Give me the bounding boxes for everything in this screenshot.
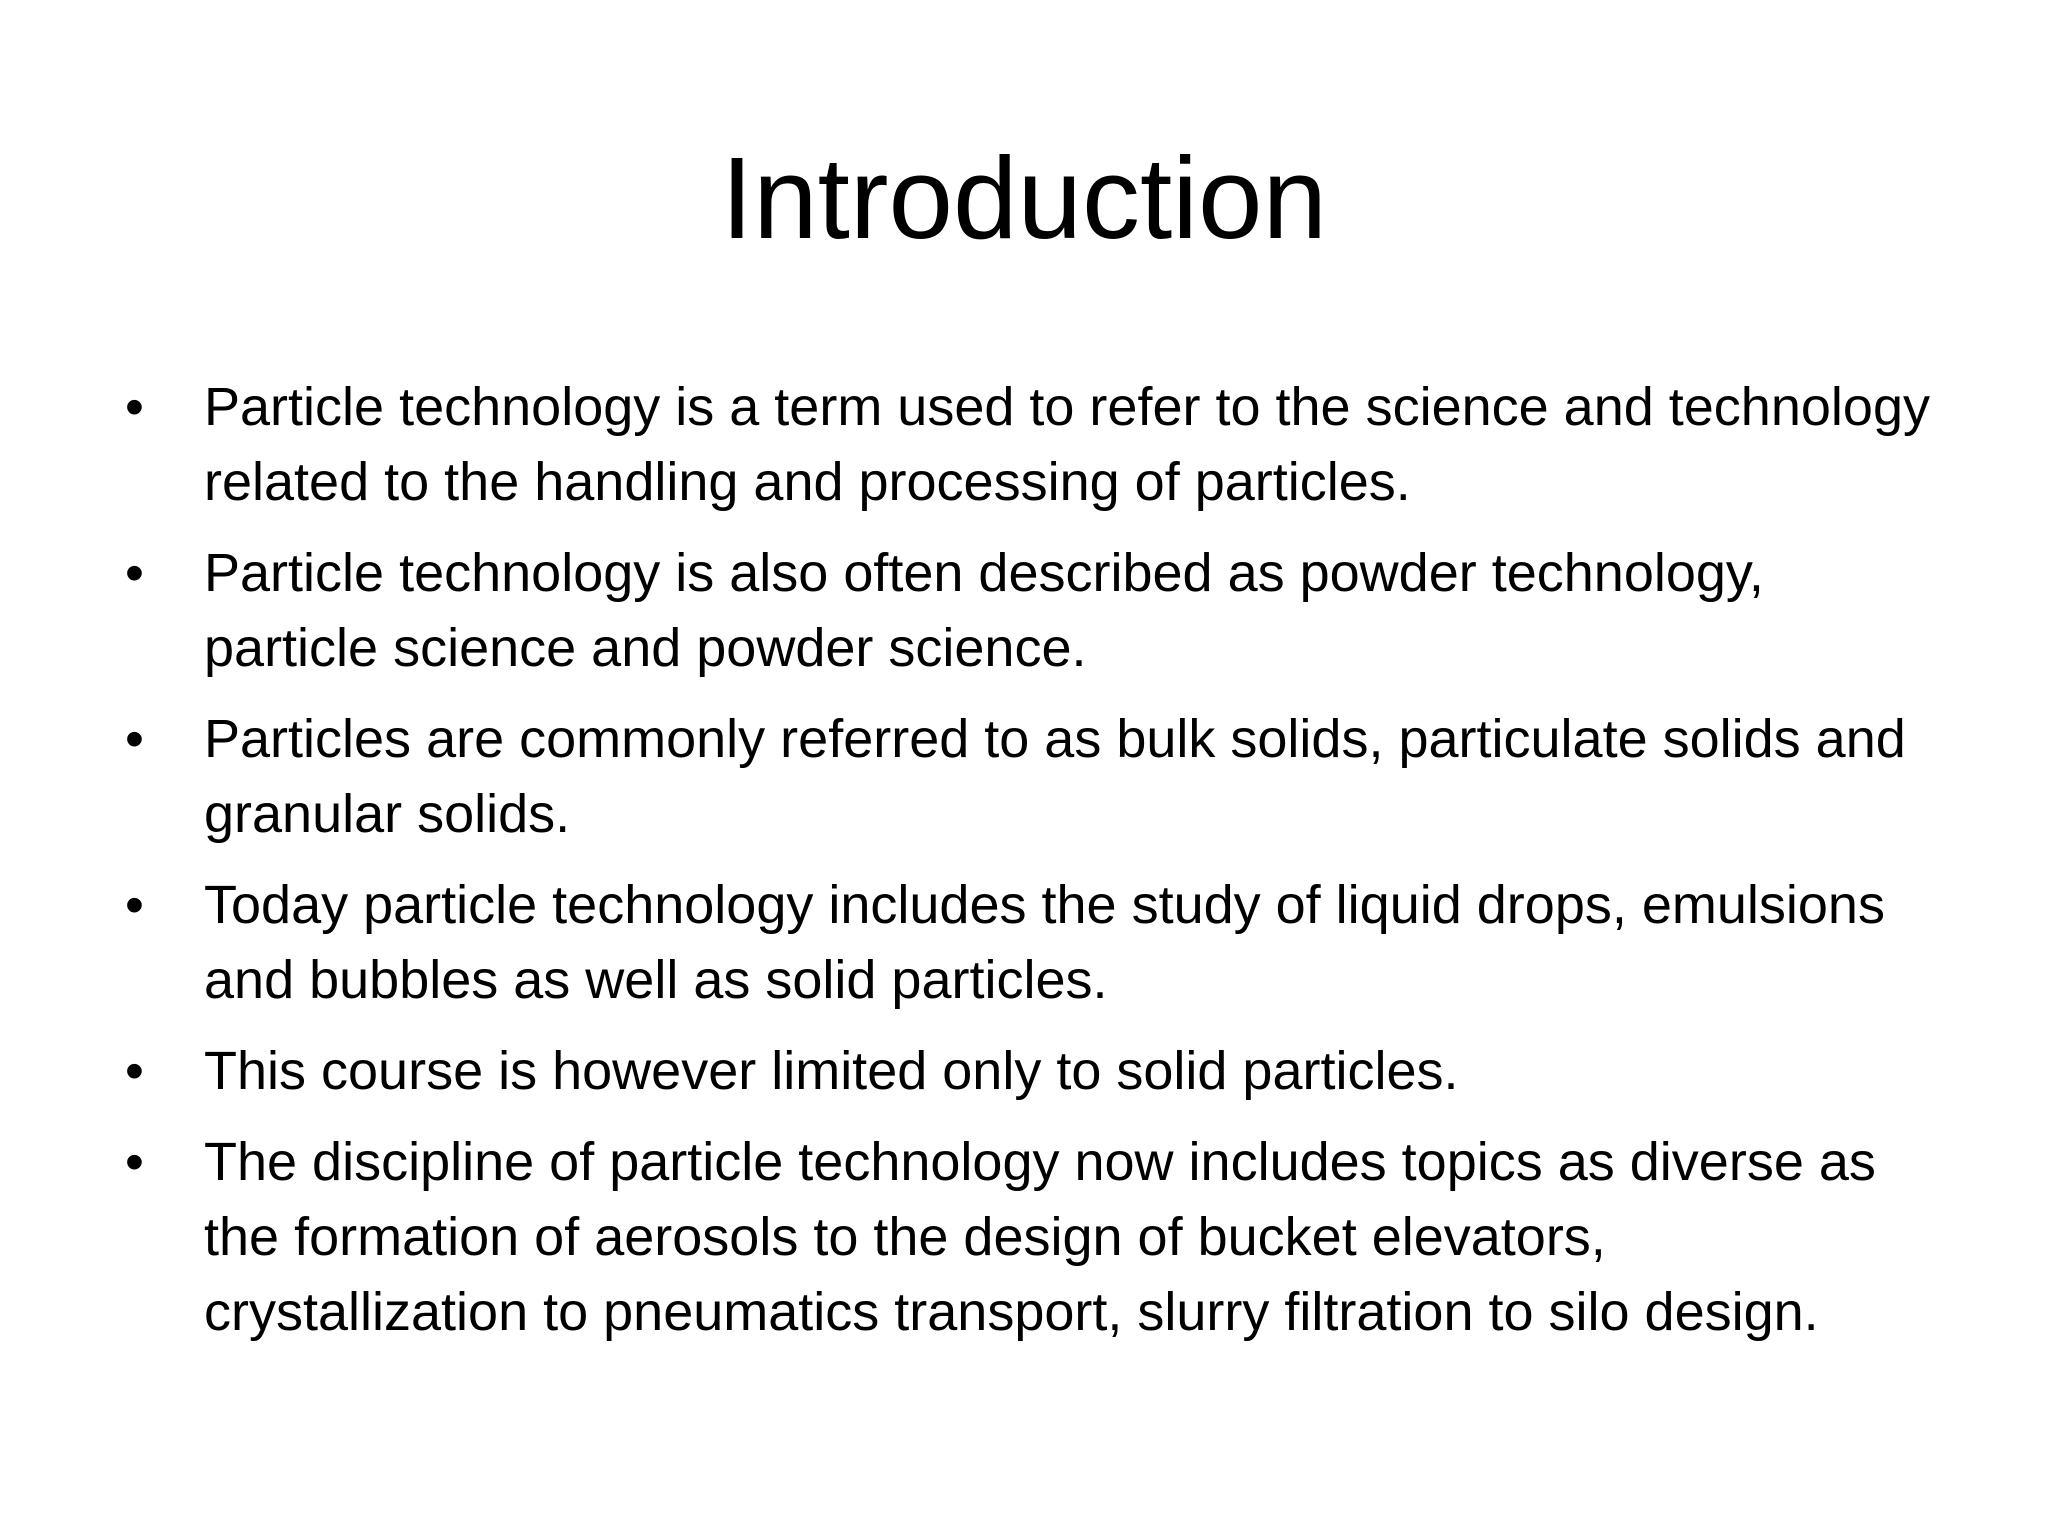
bullet-icon: • (125, 377, 144, 437)
bullet-item (120, 370, 1940, 520)
bullet-item (120, 536, 1940, 686)
bullet-text: The discipline of particle technology now includes topics as diverse as the formation of aerosols to the design of bucket elevators, crystallization to pneumatics transport, slurry filtration to silo design. (204, 1132, 1876, 1342)
bullet-item (120, 868, 1940, 1018)
bullet-item (120, 1125, 1940, 1350)
bullet-text: Particles are commonly referred to as bulk solids, particulate solids and granular solids. (204, 709, 1906, 844)
bullet-item (120, 1034, 1940, 1109)
bullet-icon: • (125, 1041, 144, 1101)
bullet-icon: • (125, 543, 144, 603)
bullet-icon: • (125, 875, 144, 935)
bullet-list (120, 370, 1940, 1366)
bullet-icon: • (125, 1132, 144, 1192)
bullet-icon: • (125, 709, 144, 769)
bullet-text: Particle technology is also often described as powder technology, particle science and powder science. (204, 543, 1764, 678)
slide-title: Introduction (720, 133, 1328, 263)
bullet-text: Today particle technology includes the study of liquid drops, emulsions and bubbles as well as solid particles. (204, 875, 1885, 1010)
bullet-text: This course is however limited only to solid particles. (204, 1041, 1459, 1101)
bullet-item (120, 702, 1940, 852)
bullet-text: Particle technology is a term used to refer to the science and technology related to the handling and processing of particles. (204, 377, 1930, 512)
